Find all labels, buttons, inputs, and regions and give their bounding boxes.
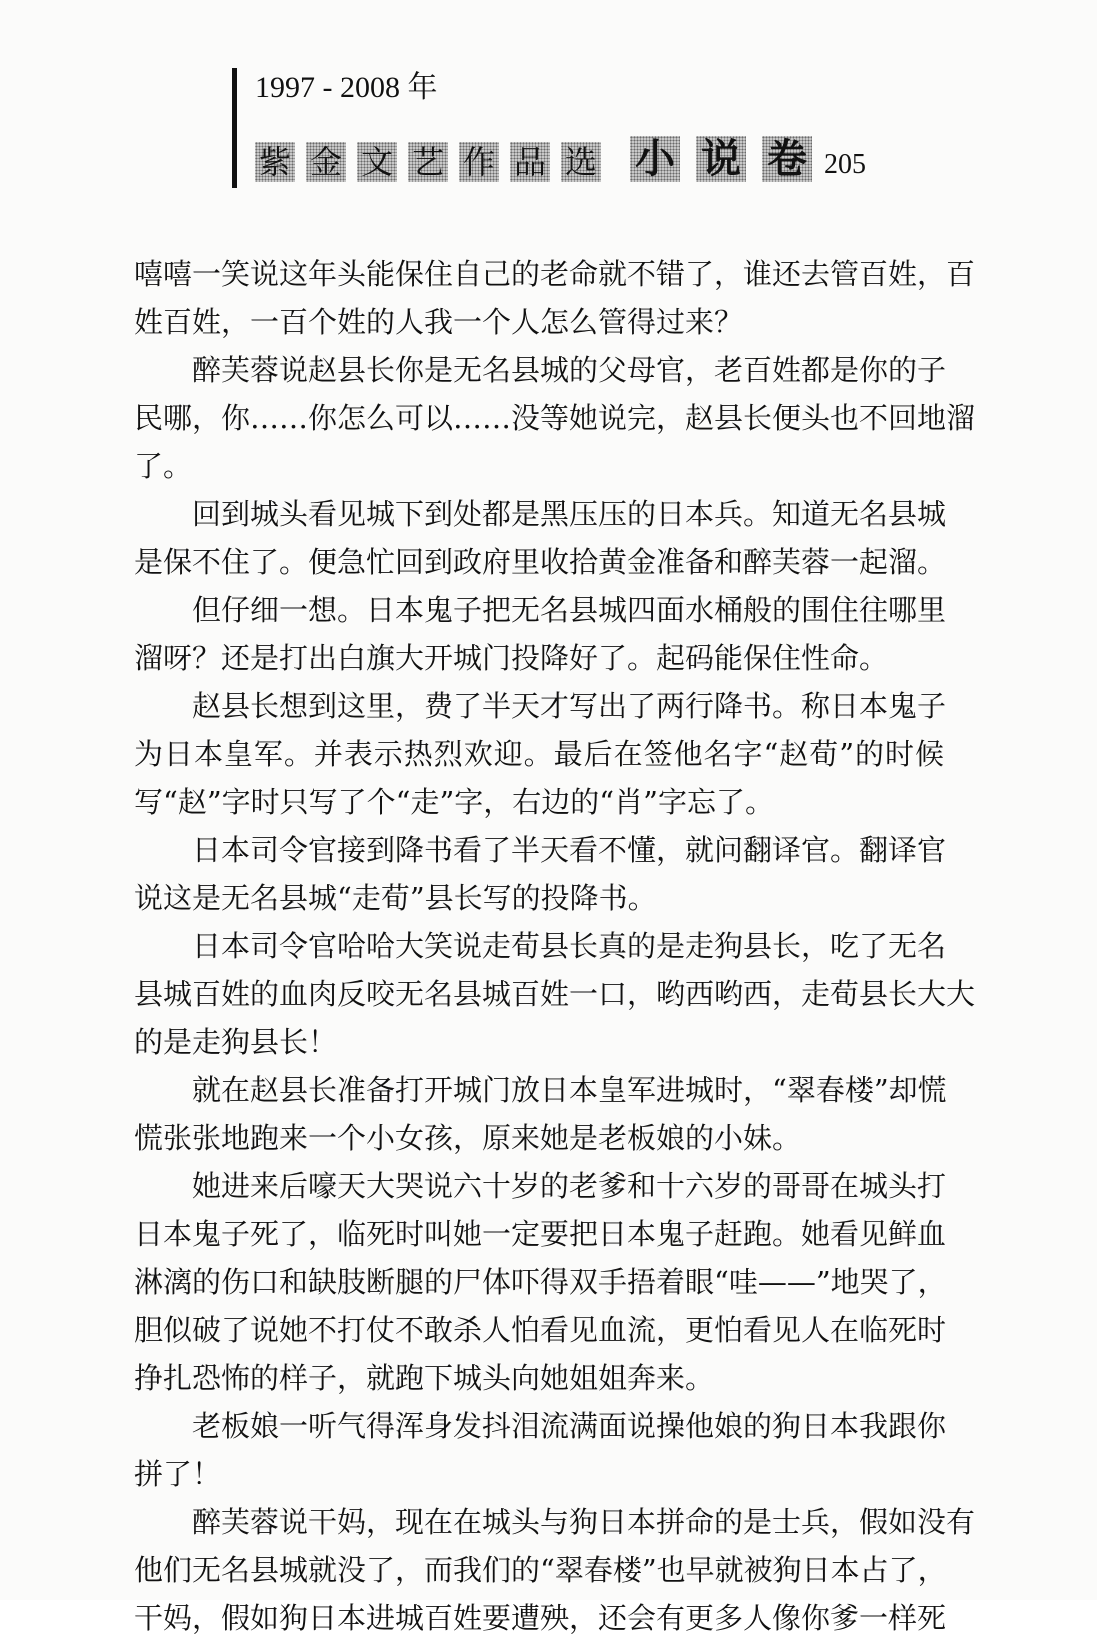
header-year-range: 1997 - 2008 年 xyxy=(255,71,438,104)
text-line: 就在赵县长准备打开城门放日本皇军进城时，“翠春楼”却慌 xyxy=(192,1073,947,1107)
series-title-char: 紫 xyxy=(255,142,295,182)
text-line: 姓百姓，一百个姓的人我一个人怎么管得过来？ xyxy=(134,305,744,339)
text-line: 她进来后嚎天大哭说六十岁的老爹和十六岁的哥哥在城头打 xyxy=(192,1169,947,1203)
text-line: 慌张张地跑来一个小女孩，原来她是老板娘的小妹。 xyxy=(134,1121,802,1155)
text-line: 拼了！ xyxy=(134,1457,222,1491)
series-title-char: 文 xyxy=(357,142,397,182)
text-line: 的是走狗县长！ xyxy=(134,1025,338,1059)
text-line: 他们无名县城就没了，而我们的“翠春楼”也早就被狗日本占了， xyxy=(134,1553,947,1587)
text-line: 写“赵”字时只写了个“走”字，右边的“肖”字忘了。 xyxy=(134,785,774,819)
text-line: 日本鬼子死了，临死时叫她一定要把日本鬼子赶跑。她看见鲜血 xyxy=(134,1217,947,1251)
volume-title-char: 小 xyxy=(630,136,680,182)
series-title-char: 艺 xyxy=(408,142,448,182)
volume-title-char: 说 xyxy=(696,136,746,182)
series-title-char: 选 xyxy=(561,142,601,182)
text-line: 民哪，你……你怎么可以……没等她说完，赵县长便头也不回地溜 xyxy=(134,401,976,435)
running-header xyxy=(255,136,866,182)
text-line: 溜呀？还是打出白旗大开城门投降好了。起码能保住性命。 xyxy=(134,641,889,675)
series-title-char: 金 xyxy=(306,142,346,182)
text-line: 挣扎恐怖的样子，就跑下城头向她姐姐奔来。 xyxy=(134,1361,715,1395)
series-title-char: 作 xyxy=(459,142,499,182)
text-line: 日本司令官接到降书看了半天看不懂，就问翻译官。翻译官 xyxy=(192,833,947,867)
page-number: 205 xyxy=(824,149,866,180)
text-line: 胆似破了说她不打仗不敢杀人怕看见血流，更怕看见人在临死时 xyxy=(134,1313,947,1347)
text-line: 嘻嘻一笑说这年头能保住自己的老命就不错了，谁还去管百姓，百 xyxy=(134,257,976,291)
text-line: 醉芙蓉说赵县长你是无名县城的父母官，老百姓都是你的子 xyxy=(192,353,947,387)
text-line: 老板娘一听气得浑身发抖泪流满面说操他娘的狗日本我跟你 xyxy=(192,1409,947,1443)
series-title-char: 品 xyxy=(510,142,550,182)
text-line: 醉芙蓉说干妈，现在在城头与狗日本拼命的是士兵，假如没有 xyxy=(192,1505,976,1539)
text-line: 淋漓的伤口和缺肢断腿的尸体吓得双手捂着眼“哇——”地哭了， xyxy=(134,1265,947,1299)
text-line: 日本司令官哈哈大笑说走荀县长真的是走狗县长，吃了无名 xyxy=(192,929,947,963)
text-line: 说这是无名县城“走荀”县长写的投降书。 xyxy=(134,881,657,915)
text-line: 但仔细一想。日本鬼子把无名县城四面水桶般的围住往哪里 xyxy=(192,593,947,627)
header-vertical-rule xyxy=(232,68,237,188)
text-line: 回到城头看见城下到处都是黑压压的日本兵。知道无名县城 xyxy=(192,497,947,531)
text-line: 为日本皇军。并表示热烈欢迎。最后在签他名字“赵荀”的时候 xyxy=(134,737,944,771)
volume-title-char: 卷 xyxy=(762,136,812,182)
text-line: 干妈，假如狗日本进城百姓要遭殃，还会有更多人像你爹一样死 xyxy=(134,1601,947,1635)
text-line: 是保不住了。便急忙回到政府里收拾黄金准备和醉芙蓉一起溜。 xyxy=(134,545,947,579)
text-line: 县城百姓的血肉反咬无名县城百姓一口，哟西哟西，走荀县长大大 xyxy=(134,977,976,1011)
text-line: 赵县长想到这里，费了半天才写出了两行降书。称日本鬼子 xyxy=(192,689,947,723)
text-line: 了。 xyxy=(134,449,193,483)
volume-title xyxy=(630,136,828,182)
body-text xyxy=(134,250,976,1642)
